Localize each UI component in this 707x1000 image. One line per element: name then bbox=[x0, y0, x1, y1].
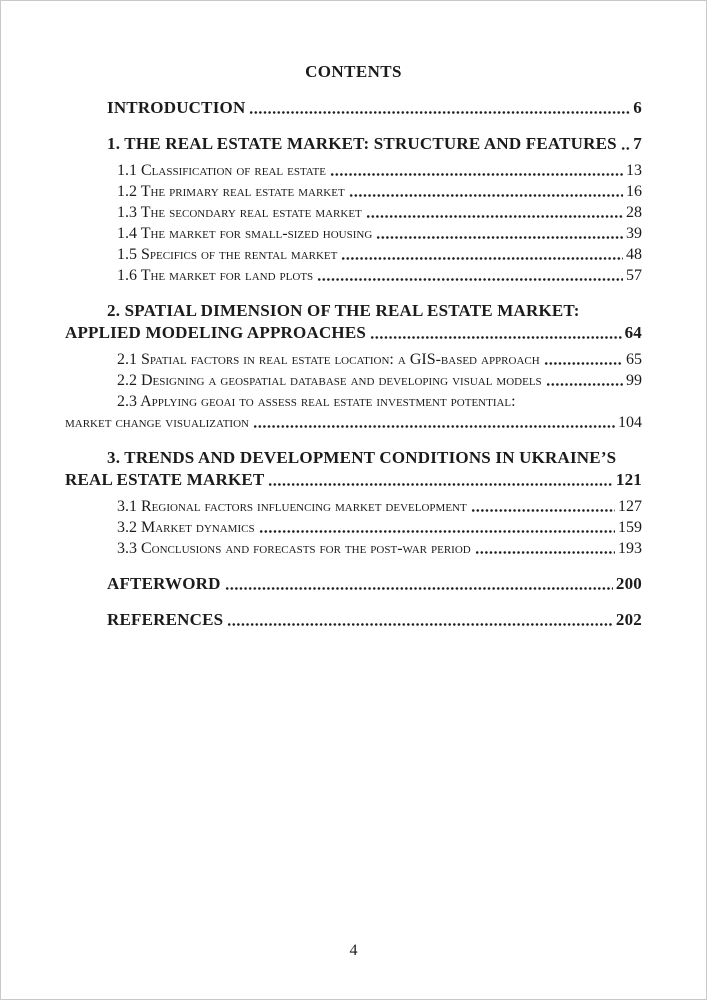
toc-page-number: 202 bbox=[615, 610, 642, 629]
dot-leader bbox=[546, 382, 623, 387]
toc-entry-text: 2.3 Applying geoai to assess real estate investment potential: bbox=[117, 393, 516, 410]
dot-leader bbox=[621, 146, 630, 151]
page-title: CONTENTS bbox=[305, 62, 402, 81]
toc-entry-text: 1.6 The market for land plots bbox=[117, 267, 314, 284]
toc-entry-text: 1.1 Classification of real estate bbox=[117, 162, 326, 179]
dot-leader bbox=[544, 361, 623, 366]
dot-leader bbox=[268, 482, 612, 487]
toc-entry-level2 bbox=[65, 265, 642, 286]
toc-entry-text: market change visualization bbox=[65, 414, 249, 431]
toc-entry-level2 bbox=[65, 202, 642, 223]
dot-leader bbox=[349, 193, 623, 198]
toc-entry-level2 bbox=[65, 244, 642, 265]
toc-entry-row bbox=[65, 223, 642, 244]
toc-entry-level1 bbox=[65, 447, 642, 491]
toc-entry-row bbox=[65, 265, 642, 286]
toc-entry-row bbox=[65, 609, 642, 631]
toc-entry-level2 bbox=[65, 391, 642, 433]
dot-leader bbox=[370, 335, 622, 340]
toc-page-number: 6 bbox=[633, 98, 642, 117]
table-of-contents bbox=[65, 97, 642, 631]
toc-entry-level2 bbox=[65, 349, 642, 370]
toc-entry-level2 bbox=[65, 160, 642, 181]
dot-leader bbox=[376, 235, 623, 240]
toc-entry-text: 3.1 Regional factors influencing market development bbox=[117, 498, 467, 515]
toc-entry-row bbox=[65, 160, 642, 181]
toc-entry-level2 bbox=[65, 496, 642, 517]
toc-entry-level2 bbox=[65, 517, 642, 538]
toc-page-number: 104 bbox=[618, 414, 642, 431]
dot-leader bbox=[249, 110, 630, 115]
toc-entry-row bbox=[65, 133, 642, 155]
toc-entry-row bbox=[65, 412, 642, 433]
toc-entry-text: 1.2 The primary real estate market bbox=[117, 183, 345, 200]
toc-entry-text: 3.3 Conclusions and forecasts for the post-war period bbox=[117, 540, 471, 557]
toc-page-number: 193 bbox=[618, 540, 642, 557]
page-number: 4 bbox=[349, 942, 358, 959]
toc-entry-text: REAL ESTATE MARKET bbox=[65, 470, 265, 489]
dot-leader bbox=[341, 256, 623, 261]
toc-entry-level1 bbox=[65, 609, 642, 631]
toc-entry-row bbox=[65, 538, 642, 559]
toc-entry-level1 bbox=[65, 573, 642, 595]
toc-entry-row bbox=[65, 322, 642, 344]
toc-entry-row bbox=[65, 496, 642, 517]
toc-page-number: 99 bbox=[626, 372, 642, 389]
toc-entry-text: 2.1 Spatial factors in real estate location: a GIS-based approach bbox=[117, 351, 540, 368]
toc-entry-row bbox=[65, 202, 642, 223]
toc-page-number: 57 bbox=[626, 267, 642, 284]
toc-entry-text: APPLIED MODELING APPROACHES bbox=[65, 323, 367, 342]
toc-entry-row bbox=[65, 517, 642, 538]
toc-entry-text: 1.4 The market for small-sized housing bbox=[117, 225, 373, 242]
toc-page-number: 159 bbox=[618, 519, 642, 536]
dot-leader bbox=[366, 214, 623, 219]
toc-entry-level1 bbox=[65, 133, 642, 155]
toc-entry-row bbox=[65, 573, 642, 595]
toc-entry-row bbox=[65, 370, 642, 391]
toc-entry-text: 1. THE REAL ESTATE MARKET: STRUCTURE AND FEATURES bbox=[107, 134, 617, 153]
toc-page-number: 39 bbox=[626, 225, 642, 242]
toc-entry-text: REFERENCES bbox=[107, 610, 224, 629]
toc-page-number: 65 bbox=[626, 351, 642, 368]
toc-entry-row bbox=[65, 349, 642, 370]
dot-leader bbox=[253, 424, 615, 429]
toc-page-number: 13 bbox=[626, 162, 642, 179]
toc-page-number: 48 bbox=[626, 246, 642, 263]
toc-entry-text: AFTERWORD bbox=[107, 574, 221, 593]
toc-entry-level2 bbox=[65, 181, 642, 202]
toc-entry-level1 bbox=[65, 97, 642, 119]
toc-entry-level1 bbox=[65, 300, 642, 344]
toc-entry-row bbox=[65, 181, 642, 202]
toc-entry-level2 bbox=[65, 370, 642, 391]
toc-page-number: 7 bbox=[633, 134, 642, 153]
dot-leader bbox=[317, 277, 623, 282]
toc-entry-text: 1.5 Specifics of the rental market bbox=[117, 246, 338, 263]
toc-entry-text: 2. SPATIAL DIMENSION OF THE REAL ESTATE MARKET: bbox=[107, 301, 580, 320]
toc-page-number: 28 bbox=[626, 204, 642, 221]
dot-leader bbox=[471, 508, 615, 513]
toc-entry-level2 bbox=[65, 223, 642, 244]
toc-entry-row bbox=[65, 469, 642, 491]
dot-leader bbox=[225, 586, 613, 591]
toc-page-number: 127 bbox=[618, 498, 642, 515]
toc-entry-text: 2.2 Designing a geospatial database and developing visual models bbox=[117, 372, 542, 389]
toc-entry-level2 bbox=[65, 538, 642, 559]
dot-leader bbox=[227, 622, 613, 627]
toc-entry-row bbox=[65, 97, 642, 119]
toc-page-number: 64 bbox=[624, 323, 642, 342]
dot-leader bbox=[330, 172, 623, 177]
toc-entry-text: 3. TRENDS AND DEVELOPMENT CONDITIONS IN UKRAINE’S bbox=[107, 448, 617, 467]
toc-page-number: 121 bbox=[615, 470, 642, 489]
toc-page-number: 200 bbox=[615, 574, 642, 593]
toc-entry-text: 3.2 Market dynamics bbox=[117, 519, 255, 536]
dot-leader bbox=[475, 550, 615, 555]
toc-entry-row bbox=[65, 244, 642, 265]
toc-entry-text: 1.3 The secondary real estate market bbox=[117, 204, 362, 221]
toc-entry-text: INTRODUCTION bbox=[107, 98, 246, 117]
dot-leader bbox=[259, 529, 615, 534]
toc-page-number: 16 bbox=[626, 183, 642, 200]
